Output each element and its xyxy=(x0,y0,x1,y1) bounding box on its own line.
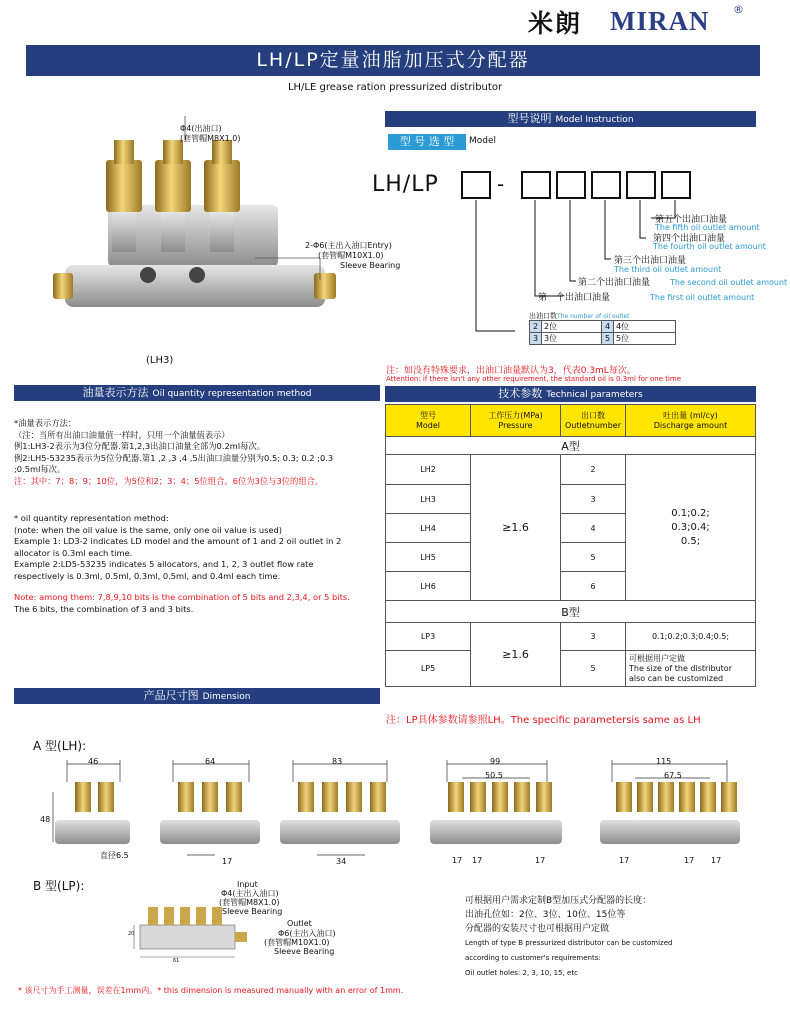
entry-label-1: 2-Φ6(主出入油口Entry) xyxy=(305,241,392,250)
entry-label-3: Sleeve Bearing xyxy=(340,261,401,270)
model-header-en: Model Instruction xyxy=(555,115,634,125)
code-box-4 xyxy=(591,171,621,199)
model-cell: LH2 xyxy=(386,455,471,485)
b-discharge-2: 可根据用户定做 The size of the distributor also can be customized xyxy=(626,651,756,687)
label-first-en: The first oil outlet amount xyxy=(650,293,755,302)
oil-quantity-text xyxy=(14,418,382,615)
brand-cn: 米朗 xyxy=(528,9,583,38)
lh3-product-illustration xyxy=(50,110,380,350)
oil-note-cn: 注：其中：7；8；9；10位，为5位和2；3；4；5位组合。6位为3位与3位的组合。 xyxy=(14,475,324,486)
outlet-count-table xyxy=(529,320,676,345)
outlet-count-cell: 5 xyxy=(602,333,614,345)
outlet-count-cn: 出油口数 xyxy=(529,312,557,320)
outlet-label-1: Φ4(出油口) xyxy=(180,124,222,133)
tech-section-header xyxy=(385,386,756,402)
a-discharge: 0.1;0.2; 0.3;0.4; 0.5; xyxy=(626,455,756,601)
product-caption: (LH3) xyxy=(146,355,174,366)
oil-note-en-1: Note: among them: 7,8,9,10 bits is the combination of 5 bits and 2,3,4, or 5 bits. xyxy=(14,592,350,602)
lp-width: 61 xyxy=(173,958,180,964)
model-select-en: Model xyxy=(469,136,497,146)
model-header-cn: 型号说明 xyxy=(507,112,552,125)
dim-i5: 67.5 xyxy=(664,771,682,780)
group-a-label: A型 xyxy=(386,437,756,455)
col-pressure: 工作压力(MPa) Pressure xyxy=(471,405,561,437)
custom-en-2: according to customer's requirements: xyxy=(465,954,601,962)
dim-d1: 直径6.5 xyxy=(100,851,129,860)
code-box-5 xyxy=(626,171,656,199)
dimension-drawings xyxy=(30,752,790,867)
oil-section-header xyxy=(14,385,380,401)
lp-input-4: Sleeve Bearing xyxy=(222,907,283,916)
label-fourth-cn: 第四个出油口油量 xyxy=(653,234,726,244)
dim-p5b: 17 xyxy=(684,856,695,865)
custom-en-1: Length of type B pressurized distributor can be customized xyxy=(465,939,673,947)
brand-logo: MIRAN xyxy=(610,6,710,36)
label-fifth-cn: 第五个出油口油量 xyxy=(655,215,728,225)
outlet-count-row xyxy=(530,321,676,333)
outlet-count-cell: 5位 xyxy=(614,333,676,345)
outlet-count-row xyxy=(530,333,676,345)
dim-p5c: 17 xyxy=(711,856,722,865)
dim-p4c: 17 xyxy=(535,856,546,865)
dim-w2: 64 xyxy=(205,757,216,766)
outlet-count-en: The number of oil outlet xyxy=(557,313,630,320)
oil-line-en: Example 1: LD3-2 indicates LD model and the amount of 1 and 2 oil outlet in 2 xyxy=(14,536,342,546)
tech-params-table xyxy=(385,404,756,687)
oil-line-en: Example 2:LD5-53235 indicates 5 allocators, and 1, 2, 3 outlet flow rate xyxy=(14,559,314,569)
page-subtitle: LH/LE grease ration pressurized distributor xyxy=(287,82,503,93)
registered-mark: ® xyxy=(733,3,744,16)
lp-outlet-3: (套管帽M10X1.0) xyxy=(264,938,330,947)
b-type-label: B 型(LP): xyxy=(33,879,85,893)
label-fifth-en: The fifth oil outlet amount xyxy=(655,223,760,232)
oil-note-en-2: The 6 bits, the combination of 3 and 3 bits. xyxy=(14,603,194,614)
outlet-count-cell: 4 xyxy=(602,321,614,333)
dim-p2: 17 xyxy=(222,857,233,866)
oil-line: 例1:LH3-2表示为3位分配器.第1,2,3出油口油量全部为0.2ml每次。 xyxy=(14,441,266,451)
lp-input-1: Input xyxy=(237,880,258,889)
outlet-count-cell: 2位 xyxy=(542,321,602,333)
dim-w3: 83 xyxy=(332,757,343,766)
tech-header-cn: 技术参数 xyxy=(498,387,543,400)
outlet-cell: 5 xyxy=(561,651,626,687)
code-box-3 xyxy=(556,171,586,199)
lp-outlet-4: Sleeve Bearing xyxy=(274,947,335,956)
model-cell: LH3 xyxy=(386,485,471,514)
dim-i4: 50.5 xyxy=(485,771,503,780)
outlet-cell: 2 xyxy=(561,455,626,485)
dim-p4a: 17 xyxy=(452,856,463,865)
model-cell: LH5 xyxy=(386,543,471,572)
model-cell: LP3 xyxy=(386,623,471,651)
outlet-count-cell: 4位 xyxy=(614,321,676,333)
lp-outlet-1: Outlet xyxy=(287,919,312,928)
oil-line-en: * oil quantity representation method: xyxy=(14,513,169,523)
a-type-label: A 型(LH): xyxy=(33,739,87,753)
label-second-en: The second oil outlet amount xyxy=(670,278,788,287)
dim-w1: 46 xyxy=(88,757,99,766)
oil-line-en: (note: when the oil value is the same, only one oil value is used) xyxy=(14,524,283,535)
model-code: LH/LP xyxy=(372,172,439,197)
model-cell: LH4 xyxy=(386,514,471,543)
lp-input-3: (套管帽M8X1.0) xyxy=(219,898,280,907)
oil-header-en: Oil quantity representation method xyxy=(152,389,312,399)
dim-h1: 48 xyxy=(40,815,51,824)
code-dash: - xyxy=(497,172,505,196)
label-second-cn: 第二个出油口油量 xyxy=(578,278,651,288)
model-select-badge: 型 号 选 型 xyxy=(388,134,466,150)
oil-line-en: allocator is 0.3ml each time. xyxy=(14,547,133,558)
page-title: LH/LP定量油脂加压式分配器 xyxy=(26,45,760,76)
b-pressure: ≥1.6 xyxy=(471,623,561,687)
outlet-count-cell: 3位 xyxy=(542,333,602,345)
col-model: 型号 Model xyxy=(386,405,471,437)
dim-p5a: 17 xyxy=(619,856,630,865)
dimension-section-header xyxy=(14,688,380,704)
dim-header-cn: 产品尺寸图 xyxy=(143,689,199,702)
custom-length-text xyxy=(465,894,672,981)
dim-w4: 99 xyxy=(490,757,501,766)
model-cell: LH6 xyxy=(386,572,471,601)
custom-cn-2: 出油孔位如：2位、3位、10位、15位等 xyxy=(465,910,626,920)
lp-height: 20 xyxy=(128,931,135,937)
lp-outlet-2: Φ6(主出入油口) xyxy=(278,929,336,938)
lp-input-2: Φ4(主出入油口) xyxy=(221,889,279,898)
group-b-label: B型 xyxy=(386,601,756,623)
tech-header-en: Technical parameters xyxy=(546,390,643,400)
oil-line-en: respectively is 0.3ml, 0.5ml, 0.3ml, 0.5ml, and 0.4ml each time. xyxy=(14,570,281,581)
dim-p4b: 17 xyxy=(472,856,483,865)
model-cell: LP5 xyxy=(386,651,471,687)
entry-label-2: (套管帽M10X1.0) xyxy=(318,251,384,260)
b-discharge-1: 0.1;0.2;0.3;0.4;0.5; xyxy=(626,623,756,651)
dim-header-en: Dimension xyxy=(202,692,251,702)
custom-cn-3: 分配器的安装尺寸也可根据用户定做 xyxy=(465,924,610,934)
code-box-1 xyxy=(461,171,491,199)
col-outlet: 出口数 Outletnumber xyxy=(561,405,626,437)
label-fourth-en: The fourth oil outlet amount xyxy=(653,242,766,251)
dim-w5: 115 xyxy=(656,757,672,766)
model-instruction-header xyxy=(385,111,756,127)
dim-p3: 34 xyxy=(336,857,347,866)
model-note-en: Attention: if there isn't any other requirement, the standard oil is 0.3ml for one time xyxy=(386,375,682,383)
outlet-cell: 3 xyxy=(561,485,626,514)
code-box-6 xyxy=(661,171,691,199)
oil-line: （注：当所有出油口油量值一样时，只用一个油量值表示） xyxy=(14,429,230,440)
model-note-cn: 注：如没有特殊要求，出油口油量默认为3，代表0.3mL每次。 xyxy=(386,366,636,376)
outlet-label-2: (套管帽M8X1.0) xyxy=(180,134,241,143)
outlet-cell: 4 xyxy=(561,514,626,543)
custom-cn-1: 可根据用户需求定制B型加压式分配器的长度： xyxy=(465,896,652,906)
label-third-en: The third oil outlet amount xyxy=(614,265,722,274)
oil-line: ;0.5ml每次。 xyxy=(14,464,66,474)
label-first-cn: 第一个出油口油量 xyxy=(538,293,611,303)
outlet-cell: 5 xyxy=(561,543,626,572)
oil-line: 例2:LH5-53235表示为5位分配器.第1 ,2 ,3 ,4 ,5出油口油量分别为0.5; 0.3; 0.2 ;0.3 xyxy=(14,452,334,463)
custom-en-3: Oil outlet holes: 2, 3, 10, 15, etc xyxy=(465,969,578,977)
code-box-2 xyxy=(521,171,551,199)
label-third-cn: 第三个出油口油量 xyxy=(614,256,687,266)
outlet-count-cell: 3 xyxy=(530,333,542,345)
outlet-cell: 6 xyxy=(561,572,626,601)
col-discharge: 吐出量 (ml/cy) Discharge amount xyxy=(626,405,756,437)
outlet-cell: 3 xyxy=(561,623,626,651)
outlet-count-cell: 2 xyxy=(530,321,542,333)
oil-line: *油量表示方法： xyxy=(14,418,77,428)
a-pressure: ≥1.6 xyxy=(471,455,561,601)
footer-note: * 该尺寸为手工测量，误差在1mm内。* this dimension is measured manually with an error of 1mm. xyxy=(18,986,404,995)
tech-note: 注：LP具体参数请参照LH。The specific parametersis same as LH xyxy=(386,715,701,726)
oil-header-cn: 油量表示方法 xyxy=(82,386,149,399)
